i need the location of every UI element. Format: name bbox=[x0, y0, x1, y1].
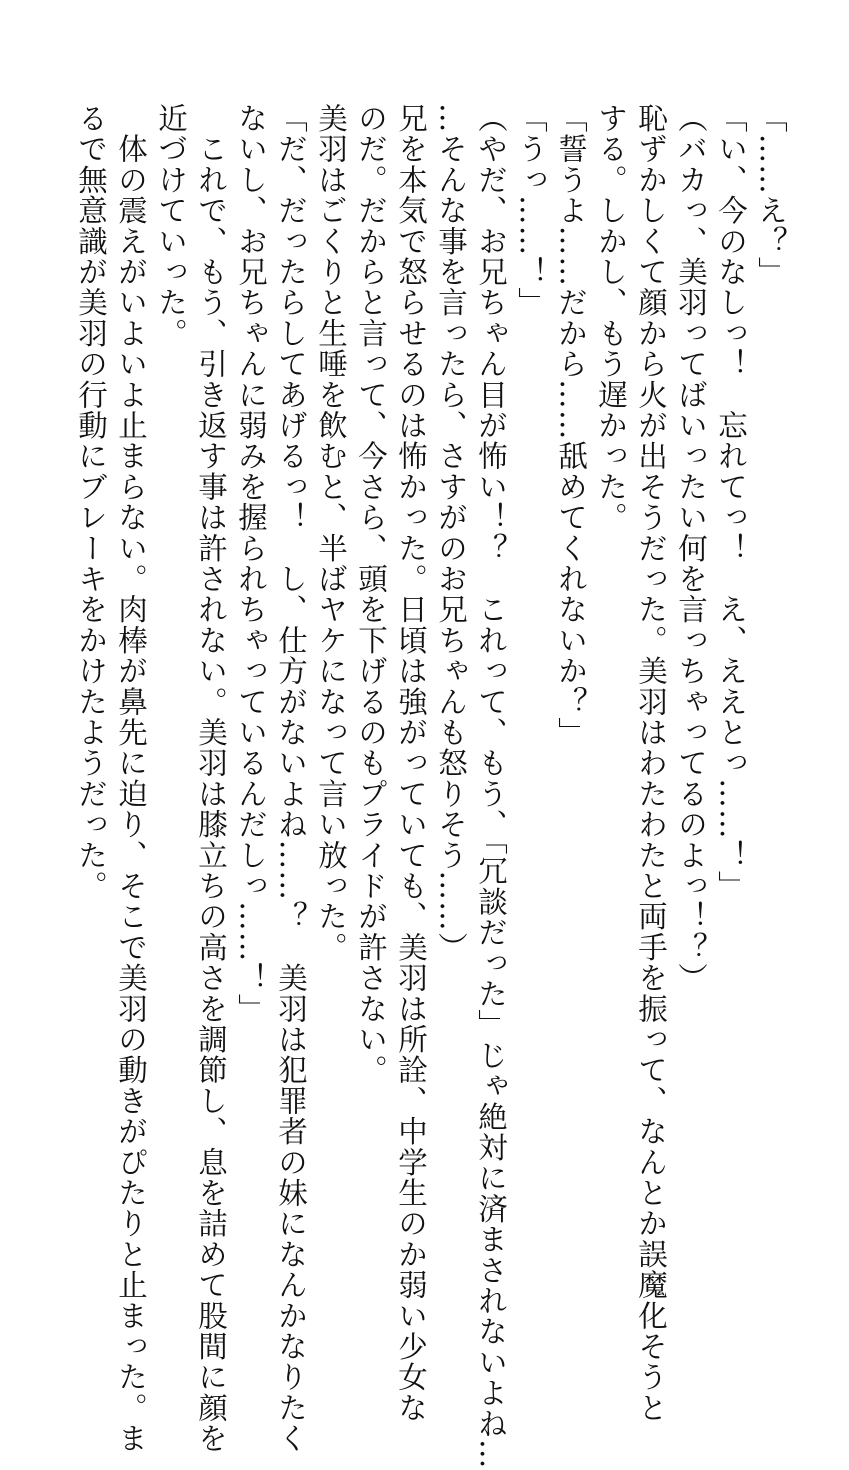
text-line: 「だ、だったらしてあげるっ！ し、仕方がないよね……？ 美羽は犯罪者の妹になんかなりたく bbox=[274, 103, 308, 1454]
text-line: …そんな事を言ったら、さすがのお兄ちゃんも怒りそう……） bbox=[434, 103, 468, 963]
text-line: 「誓うよ……だから……舐めてくれないか？」 bbox=[554, 103, 588, 748]
text-line: これで、もう、引き返す事は許されない。美羽は膝立ちの高さを調節し、息を詰めて股間に顔を bbox=[194, 103, 228, 1454]
text-line: るで無意識が美羽の行動にブレーキをかけたようだった。 bbox=[74, 103, 108, 902]
text-line: 「い、今のなしっ！ 忘れてっ！ え、ええとっ……！」 bbox=[714, 103, 748, 902]
text-line: 「……え？」 bbox=[754, 103, 788, 288]
text-line: （やだ、お兄ちゃん目が怖い！？ これって、もう、「冗談だった」じゃ絶対に済まされないよね… bbox=[474, 103, 508, 1470]
text-line: （バカっ、美羽ってばいったい何を言っちゃってるのよっ！？） bbox=[674, 103, 708, 994]
text-line: 美羽はごくりと生唾を飲むと、半ばヤケになって言い放った。 bbox=[314, 103, 348, 963]
text-line: のだ。だからと言って、今さら、頭を下げるのもプライドが許さない。 bbox=[354, 103, 388, 1086]
text-line: する。しかし、もう遅かった。 bbox=[594, 103, 628, 533]
text-line: 「うっ……！」 bbox=[514, 103, 548, 318]
text-line: ないし、お兄ちゃんに弱みを握られちゃっているんだしっ……！」 bbox=[234, 103, 268, 1024]
text-line: 体の震えがいよいよ止まらない。肉棒が鼻先に迫り、そこで美羽の動きがぴたりと止まった。ま bbox=[114, 103, 148, 1454]
text-line: 恥ずかしくて顔から火が出そうだった。美羽はわたわたと両手を振って、なんとか誤魔化そうと bbox=[634, 103, 668, 1424]
vertical-text-body bbox=[71, 103, 791, 1470]
text-line: 兄を本気で怒らせるのは怖かった。日頃は強がっていても、美羽は所詮、中学生のか弱い少女な bbox=[394, 103, 428, 1424]
text-line: 近づけていった。 bbox=[154, 103, 188, 349]
